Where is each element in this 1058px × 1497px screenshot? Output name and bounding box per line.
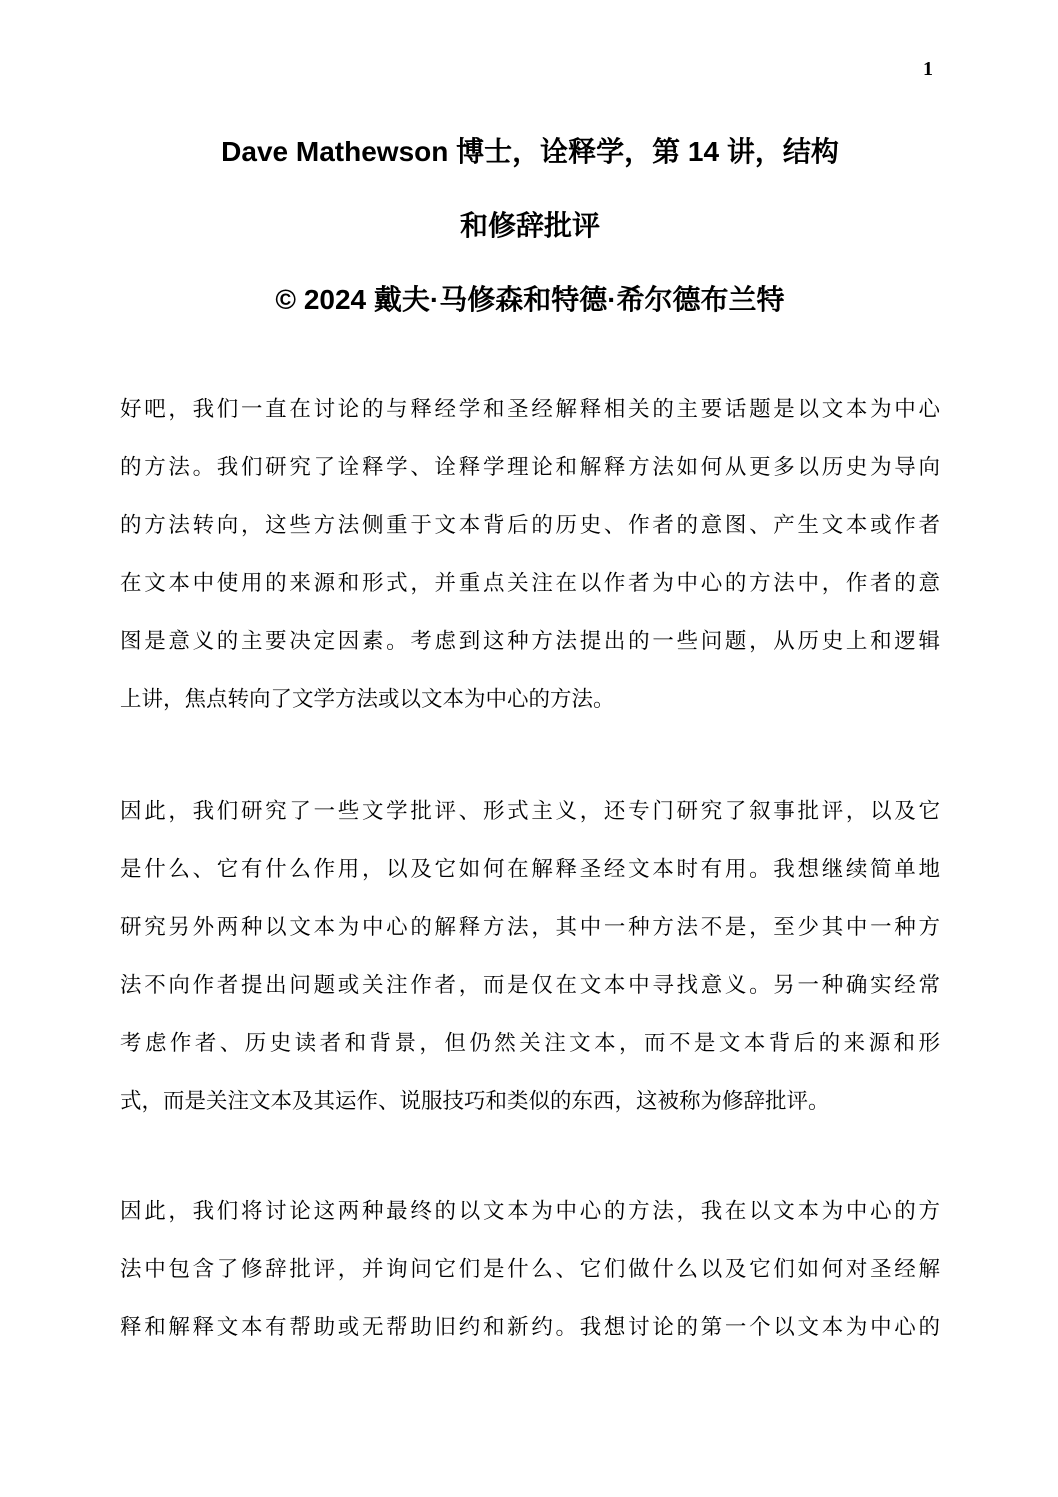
- document-line: 式，而是关注文本及其运作、说服技巧和类似的东西，这被称为修辞批评。: [120, 1089, 830, 1113]
- document-line: 法中包含了修辞批评，并询问它们是什么、它们做什么以及它们如何对圣经解: [120, 1257, 940, 1281]
- document-title-line-1: Dave Mathewson 博士，诠释学，第 14 讲，结构: [221, 136, 839, 167]
- page-number: 1: [923, 58, 933, 80]
- document-line: 考虑作者、历史读者和背景，但仍然关注文本，而不是文本背后的来源和形: [120, 1031, 940, 1055]
- document-line: 图是意义的主要决定因素。考虑到这种方法提出的一些问题，从历史上和逻辑: [120, 629, 940, 653]
- paragraph-3: [120, 1182, 940, 1356]
- document-line: 上讲，焦点转向了文学方法或以文本为中心的方法。: [120, 687, 615, 711]
- document-line: 是什么、它有什么作用，以及它如何在解释圣经文本时有用。我想继续简单地: [120, 857, 940, 881]
- document-line: 在文本中使用的来源和形式，并重点关注在以作者为中心的方法中，作者的意: [120, 571, 940, 595]
- document-line: 法不向作者提出问题或关注作者，而是仅在文本中寻找意义。另一种确实经常: [120, 973, 940, 997]
- document-line: 因此，我们将讨论这两种最终的以文本为中心的方法，我在以文本为中心的方: [120, 1199, 940, 1223]
- document-title-line-2: 和修辞批评: [459, 210, 600, 241]
- paragraph-1: [120, 380, 940, 728]
- document-line: 的方法。我们研究了诠释学、诠释学理论和解释方法如何从更多以历史为导向: [120, 455, 940, 479]
- document-line: 研究另外两种以文本为中心的解释方法，其中一种方法不是，至少其中一种方: [120, 915, 940, 939]
- paragraph-2: [120, 782, 940, 1130]
- document-line: 因此，我们研究了一些文学批评、形式主义，还专门研究了叙事批评，以及它: [120, 799, 940, 823]
- copyright-line: © 2024 戴夫·马修森和特德·希尔德布兰特: [275, 284, 785, 315]
- document-line: 的方法转向，这些方法侧重于文本背后的历史、作者的意图、产生文本或作者: [120, 513, 940, 537]
- document-line: 释和解释文本有帮助或无帮助旧约和新约。我想讨论的第一个以文本为中心的: [120, 1315, 940, 1339]
- document-line: 好吧，我们一直在讨论的与释经学和圣经解释相关的主要话题是以文本为中心: [120, 397, 940, 421]
